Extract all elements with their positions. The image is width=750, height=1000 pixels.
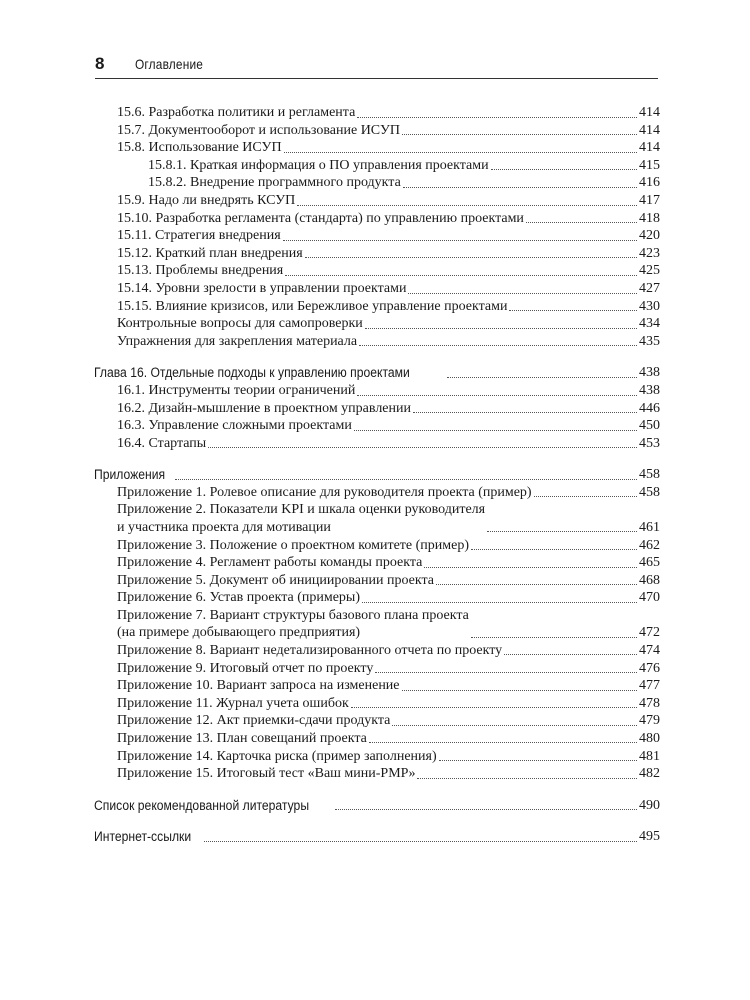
toc-entry-title: 15.15. Влияние кризисов, или Бережливое управление проектами [117,298,508,314]
toc-page-number: 427 [639,281,660,297]
toc-chapter [94,466,660,484]
toc-entry-title: Приложение 8. Вариант недетализированного отчета по проекту [117,642,503,658]
dot-leader [487,531,637,532]
toc-entry-title: Приложение 15. Итоговый тест «Ваш мини-PMP» [117,766,416,782]
toc-page-number: 495 [639,829,660,845]
toc-entry-title-line2: (на примере добывающего предприятия) [117,625,361,641]
toc-page-number: 430 [639,298,660,314]
toc-entry-title: 15.10. Разработка регламента (стандарта) по управлению проектами [117,210,524,226]
toc-entry [94,435,660,453]
toc-entry-title: Приложение 7. Вариант структуры базового плана проекта [117,607,469,623]
toc-entry-title: Приложение 6. Устав проекта (примеры) [117,590,360,606]
dot-leader [204,841,637,842]
dot-leader [175,479,637,480]
toc-page-number: 414 [639,140,660,156]
toc-entry [94,315,660,333]
toc-entry-title: Приложение 5. Документ об инициировании проекта [117,572,434,588]
section-title: Оглавление [135,56,204,72]
dot-leader [357,395,637,396]
toc-entry [94,104,660,122]
toc-entry [94,484,660,502]
toc-page-number: 477 [639,678,660,694]
toc-page-number: 465 [639,555,660,571]
toc-entry-title: 16.1. Инструменты теории ограничений [117,383,356,398]
toc-entry-title: 15.8.1. Краткая информация о ПО управления проектами [148,157,489,173]
toc-entry [94,174,660,192]
toc-entry [94,536,660,554]
dot-leader [471,549,637,550]
toc-page-number: 472 [639,625,660,641]
toc-page-number: 474 [639,642,660,658]
dot-leader [408,293,637,294]
toc-entry-title: Список рекомендованной литературы [94,797,310,813]
dot-leader [208,447,637,448]
dot-leader [305,257,637,258]
toc-entry-title: 15.7. Документооборот и использование ИСУП [117,122,400,138]
toc-page-number: 453 [639,435,660,451]
toc-page-number: 470 [639,590,660,606]
toc-page-number: 490 [639,797,660,813]
dot-leader [424,567,637,568]
toc-entry [94,607,660,642]
toc-entry-title: 15.12. Краткий план внедрения [117,245,303,261]
dot-leader [534,496,637,497]
dot-leader [392,725,637,726]
toc-entry-title: 15.8.2. Внедрение программного продукта [148,175,401,191]
toc-page-number: 415 [639,157,660,173]
dot-leader [369,742,637,743]
toc-page-number: 446 [639,400,660,416]
toc-entry [94,677,660,695]
toc-page-number: 482 [639,766,660,782]
toc-chapter [94,828,660,846]
dot-leader [285,275,637,276]
toc-page-number: 417 [639,193,660,209]
dot-leader [351,707,637,708]
dot-leader [284,152,637,153]
toc-entry [94,262,660,280]
toc-entry-title: Приложение 4. Регламент работы команды проекта [117,555,423,571]
toc-page-number: 438 [639,383,660,398]
toc-page-number: 416 [639,175,660,191]
toc-entry [94,227,660,245]
toc-entry [94,712,660,730]
toc-entry [94,589,660,607]
toc-chapter [94,797,660,815]
toc-entry-title: 15.11. Стратегия внедрения [117,228,281,244]
toc-entry [94,765,660,783]
toc-page-number: 476 [639,660,660,676]
toc-page-number: 423 [639,245,660,261]
toc-entry-title: Приложение 14. Карточка риска (пример заполнения) [117,748,437,764]
toc-entry [94,139,660,157]
toc-entry [94,333,660,351]
toc-page-number: 414 [639,105,660,121]
toc-page-number: 478 [639,695,660,711]
dot-leader [417,778,637,779]
toc-entry [94,501,660,536]
page-header [95,50,658,79]
dot-leader [509,310,637,311]
toc-entry-title: Приложение 9. Итоговый отчет по проекту [117,660,374,676]
dot-leader [439,760,637,761]
toc-entry-title: 15.6. Разработка политики и регламента [117,105,356,121]
toc-entry-title: Приложение 13. План совещаний проекта [117,730,367,746]
toc-entry [94,747,660,765]
dot-leader [354,430,637,431]
dot-leader [357,117,637,118]
table-of-contents [94,104,660,846]
dot-leader [402,690,637,691]
toc-page-number: 450 [639,418,660,434]
dot-leader [447,377,637,378]
toc-chapter [94,364,660,382]
toc-entry-title: Контрольные вопросы для самопроверки [117,316,363,332]
toc-entry [94,400,660,418]
dot-leader [365,328,637,329]
dot-leader [504,654,637,655]
toc-page-number: 425 [639,263,660,279]
toc-entry-title: Приложения [94,467,166,483]
dot-leader [526,222,637,223]
toc-entry-title: Приложение 1. Ролевое описание для руководителя проекта (пример) [117,484,532,500]
dot-leader [491,169,637,170]
toc-entry-title: Интернет-ссылки [94,829,192,845]
dot-leader [362,602,637,603]
toc-page-number: 438 [639,365,660,381]
toc-entry-title: Упражнения для закрепления материала [117,333,358,349]
toc-entry [94,730,660,748]
toc-entry [94,280,660,298]
toc-entry-title: 16.4. Стартапы [117,435,207,451]
dot-leader [403,187,637,188]
dot-leader [436,584,637,585]
dot-leader [335,809,637,810]
dot-leader [359,345,637,346]
toc-entry-title: 15.8. Использование ИСУП [117,140,282,156]
toc-page-number: 414 [639,122,660,138]
toc-page-number: 479 [639,713,660,729]
toc-entry [94,417,660,435]
dot-leader [283,240,637,241]
dot-leader [471,637,637,638]
dot-leader [297,205,637,206]
toc-entry [94,192,660,210]
toc-entry [94,642,660,660]
toc-entry-title: Глава 16. Отдельные подходы к управлению проектами [94,365,410,381]
toc-page-number: 420 [639,228,660,244]
toc-entry-title: Приложение 2. Показатели KPI и шкала оценки руководителя [117,502,486,518]
toc-entry-title-line2: и участника проекта для мотивации [117,519,331,535]
toc-page-number: 462 [639,537,660,553]
toc-entry [94,210,660,228]
toc-page-number: 458 [639,467,660,483]
toc-entry-title: Приложение 12. Акт приемки-сдачи продукта [117,713,391,729]
toc-page-number: 481 [639,748,660,764]
toc-entry-title: 15.14. Уровни зрелости в управлении проектами [117,281,407,297]
toc-page-number: 461 [639,519,660,535]
toc-page-number: 480 [639,730,660,746]
toc-entry [94,695,660,713]
toc-entry [94,157,660,175]
toc-entry [94,122,660,140]
dot-leader [375,672,637,673]
toc-entry [94,245,660,263]
toc-page-number: 435 [639,333,660,349]
toc-entry [94,382,660,400]
toc-entry [94,572,660,590]
toc-entry-title: Приложение 11. Журнал учета ошибок [117,695,349,711]
toc-entry-title: 16.2. Дизайн-мышление в проектном управлении [117,400,411,416]
toc-entry-title: 16.3. Управление сложными проектами [117,418,352,434]
toc-page-number: 468 [639,572,660,588]
toc-entry-title: 15.9. Надо ли внедрять КСУП [117,193,296,209]
toc-entry [94,554,660,572]
toc-page-number: 458 [639,484,660,500]
toc-entry-title: 15.13. Проблемы внедрения [117,263,284,279]
toc-page-number: 434 [639,316,660,332]
toc-entry-title: Приложение 10. Вариант запроса на изменение [117,678,400,694]
toc-entry [94,298,660,316]
dot-leader [402,134,637,135]
dot-leader [413,412,637,413]
page-number: 8 [95,54,105,73]
toc-entry [94,659,660,677]
toc-entry-title: Приложение 3. Положение о проектном комитете (пример) [117,537,470,553]
toc-page-number: 418 [639,210,660,226]
